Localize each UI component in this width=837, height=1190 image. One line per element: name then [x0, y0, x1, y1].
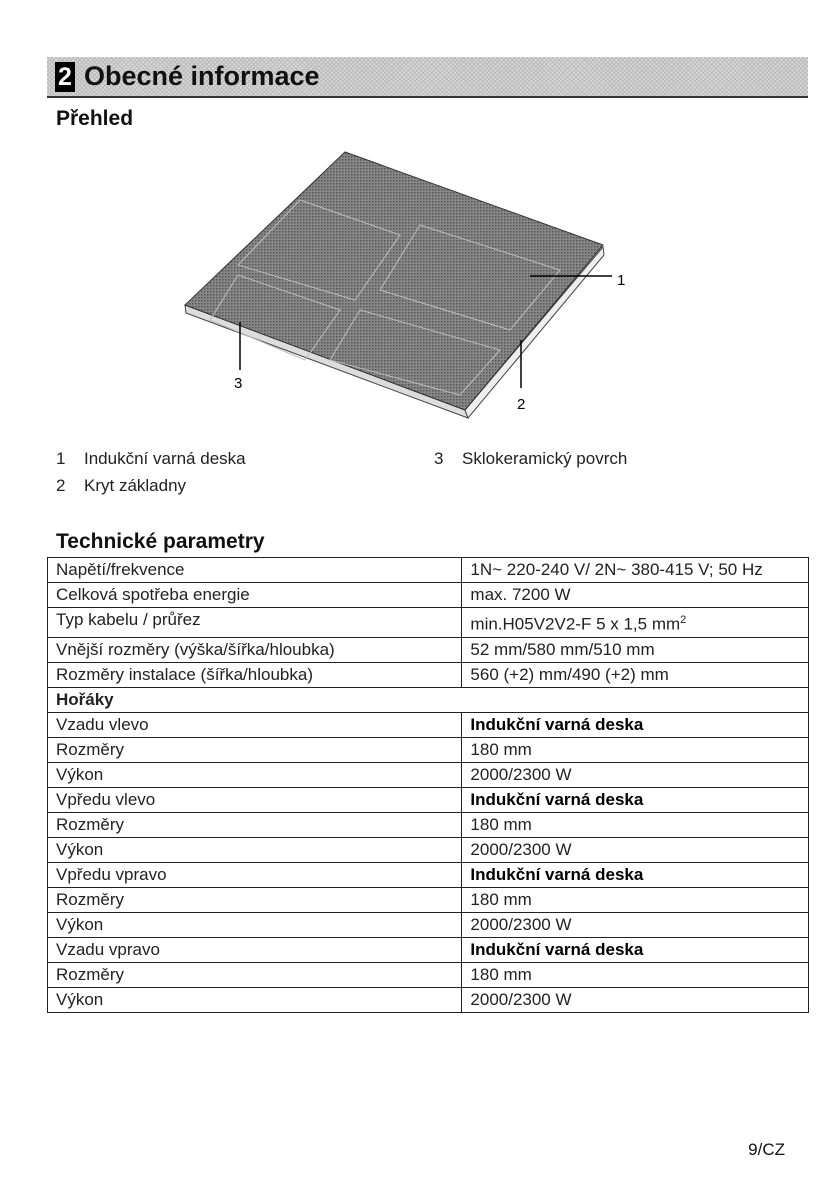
callout-1: 1 — [617, 272, 626, 289]
superscript: 2 — [680, 614, 687, 626]
param-label: Vpředu vpravo — [48, 862, 462, 887]
param-label: Vnější rozměry (výška/šířka/hloubka) — [48, 637, 462, 662]
param-value-text: max. 7200 W — [470, 585, 571, 604]
param-value — [462, 962, 809, 987]
param-value — [462, 862, 809, 887]
param-label: Rozměry — [48, 887, 462, 912]
param-value-text: Indukční varná deska — [470, 714, 644, 734]
param-label: Vzadu vlevo — [48, 712, 462, 737]
table-row — [48, 912, 809, 937]
param-label: Rozměry — [48, 737, 462, 762]
tech-params-table — [47, 557, 809, 1013]
burners-header-row — [48, 687, 809, 712]
param-value — [462, 787, 809, 812]
param-value — [462, 558, 809, 583]
param-label: Rozměry — [48, 962, 462, 987]
table-row — [48, 987, 809, 1012]
param-value-text: Indukční varná deska — [470, 789, 644, 809]
param-value-text: 180 mm — [470, 964, 532, 984]
param-value — [462, 887, 809, 912]
overview-heading: Přehled — [56, 107, 134, 130]
table-row — [48, 962, 809, 987]
param-label: Výkon — [48, 837, 462, 862]
burners-heading: Hořáky — [48, 687, 809, 712]
param-label: Vpředu vlevo — [48, 787, 462, 812]
table-row — [48, 787, 809, 812]
hob-illustration — [0, 0, 837, 440]
param-value-text: 180 mm — [470, 739, 532, 759]
param-value — [462, 812, 809, 837]
callout-2: 2 — [517, 396, 526, 413]
table-row — [48, 862, 809, 887]
param-value-text: 52 mm/580 mm/510 mm — [470, 639, 655, 659]
callout-3: 3 — [234, 375, 243, 392]
param-value — [462, 937, 809, 962]
table-row — [48, 737, 809, 762]
param-label: Typ kabelu / průřez — [48, 608, 462, 638]
table-row — [48, 812, 809, 837]
param-value — [462, 837, 809, 862]
table-row — [48, 608, 809, 638]
param-value — [462, 637, 809, 662]
param-value — [462, 662, 809, 687]
param-value-text: min.H05V2V2-F 5 x 1,5 mm — [470, 614, 681, 634]
param-value — [462, 987, 809, 1012]
param-label: Vzadu vpravo — [48, 937, 462, 962]
table-row — [48, 712, 809, 737]
legend-item: 3 Sklokeramický povrch — [434, 449, 628, 468]
param-label: Celková spotřeba energie — [48, 583, 462, 608]
chapter-number: 2 — [55, 62, 75, 92]
param-value-text: 2000/2300 W — [470, 764, 572, 784]
chapter-title: Obecné informace — [84, 61, 320, 91]
param-value-text: 2000/2300 W — [470, 914, 572, 934]
table-row — [48, 887, 809, 912]
param-value — [462, 583, 809, 608]
tech-heading: Technické parametry — [56, 530, 265, 553]
param-value-text: Indukční varná deska — [470, 939, 644, 959]
param-value — [462, 737, 809, 762]
param-value — [462, 912, 809, 937]
param-value — [462, 762, 809, 787]
table-row — [48, 762, 809, 787]
param-value-text: 2000/2300 W — [470, 989, 572, 1009]
table-row — [48, 937, 809, 962]
param-value-text: Indukční varná deska — [470, 864, 644, 884]
table-row — [48, 662, 809, 687]
param-label: Rozměry instalace (šířka/hloubka) — [48, 662, 462, 687]
page-number: 9/CZ — [748, 1140, 785, 1159]
param-value-text: 560 (+2) mm/490 (+2) mm — [470, 664, 669, 684]
param-label: Napětí/frekvence — [48, 558, 462, 583]
param-label: Výkon — [48, 762, 462, 787]
table-row — [48, 583, 809, 608]
legend-item: 1 Indukční varná deska — [56, 449, 246, 468]
param-value-text: 1N~ 220-240 V/ 2N~ 380-415 V; 50 Hz — [470, 560, 763, 579]
param-value-text: 180 mm — [470, 814, 532, 834]
param-value — [462, 712, 809, 737]
legend-item: 2 Kryt základny — [56, 476, 187, 495]
table-row — [48, 637, 809, 662]
table-row — [48, 837, 809, 862]
param-label: Výkon — [48, 912, 462, 937]
table-row — [48, 558, 809, 583]
param-value — [462, 608, 809, 638]
param-label: Výkon — [48, 987, 462, 1012]
param-value-text: 180 mm — [470, 889, 532, 909]
param-label: Rozměry — [48, 812, 462, 837]
param-value-text: 2000/2300 W — [470, 839, 572, 859]
